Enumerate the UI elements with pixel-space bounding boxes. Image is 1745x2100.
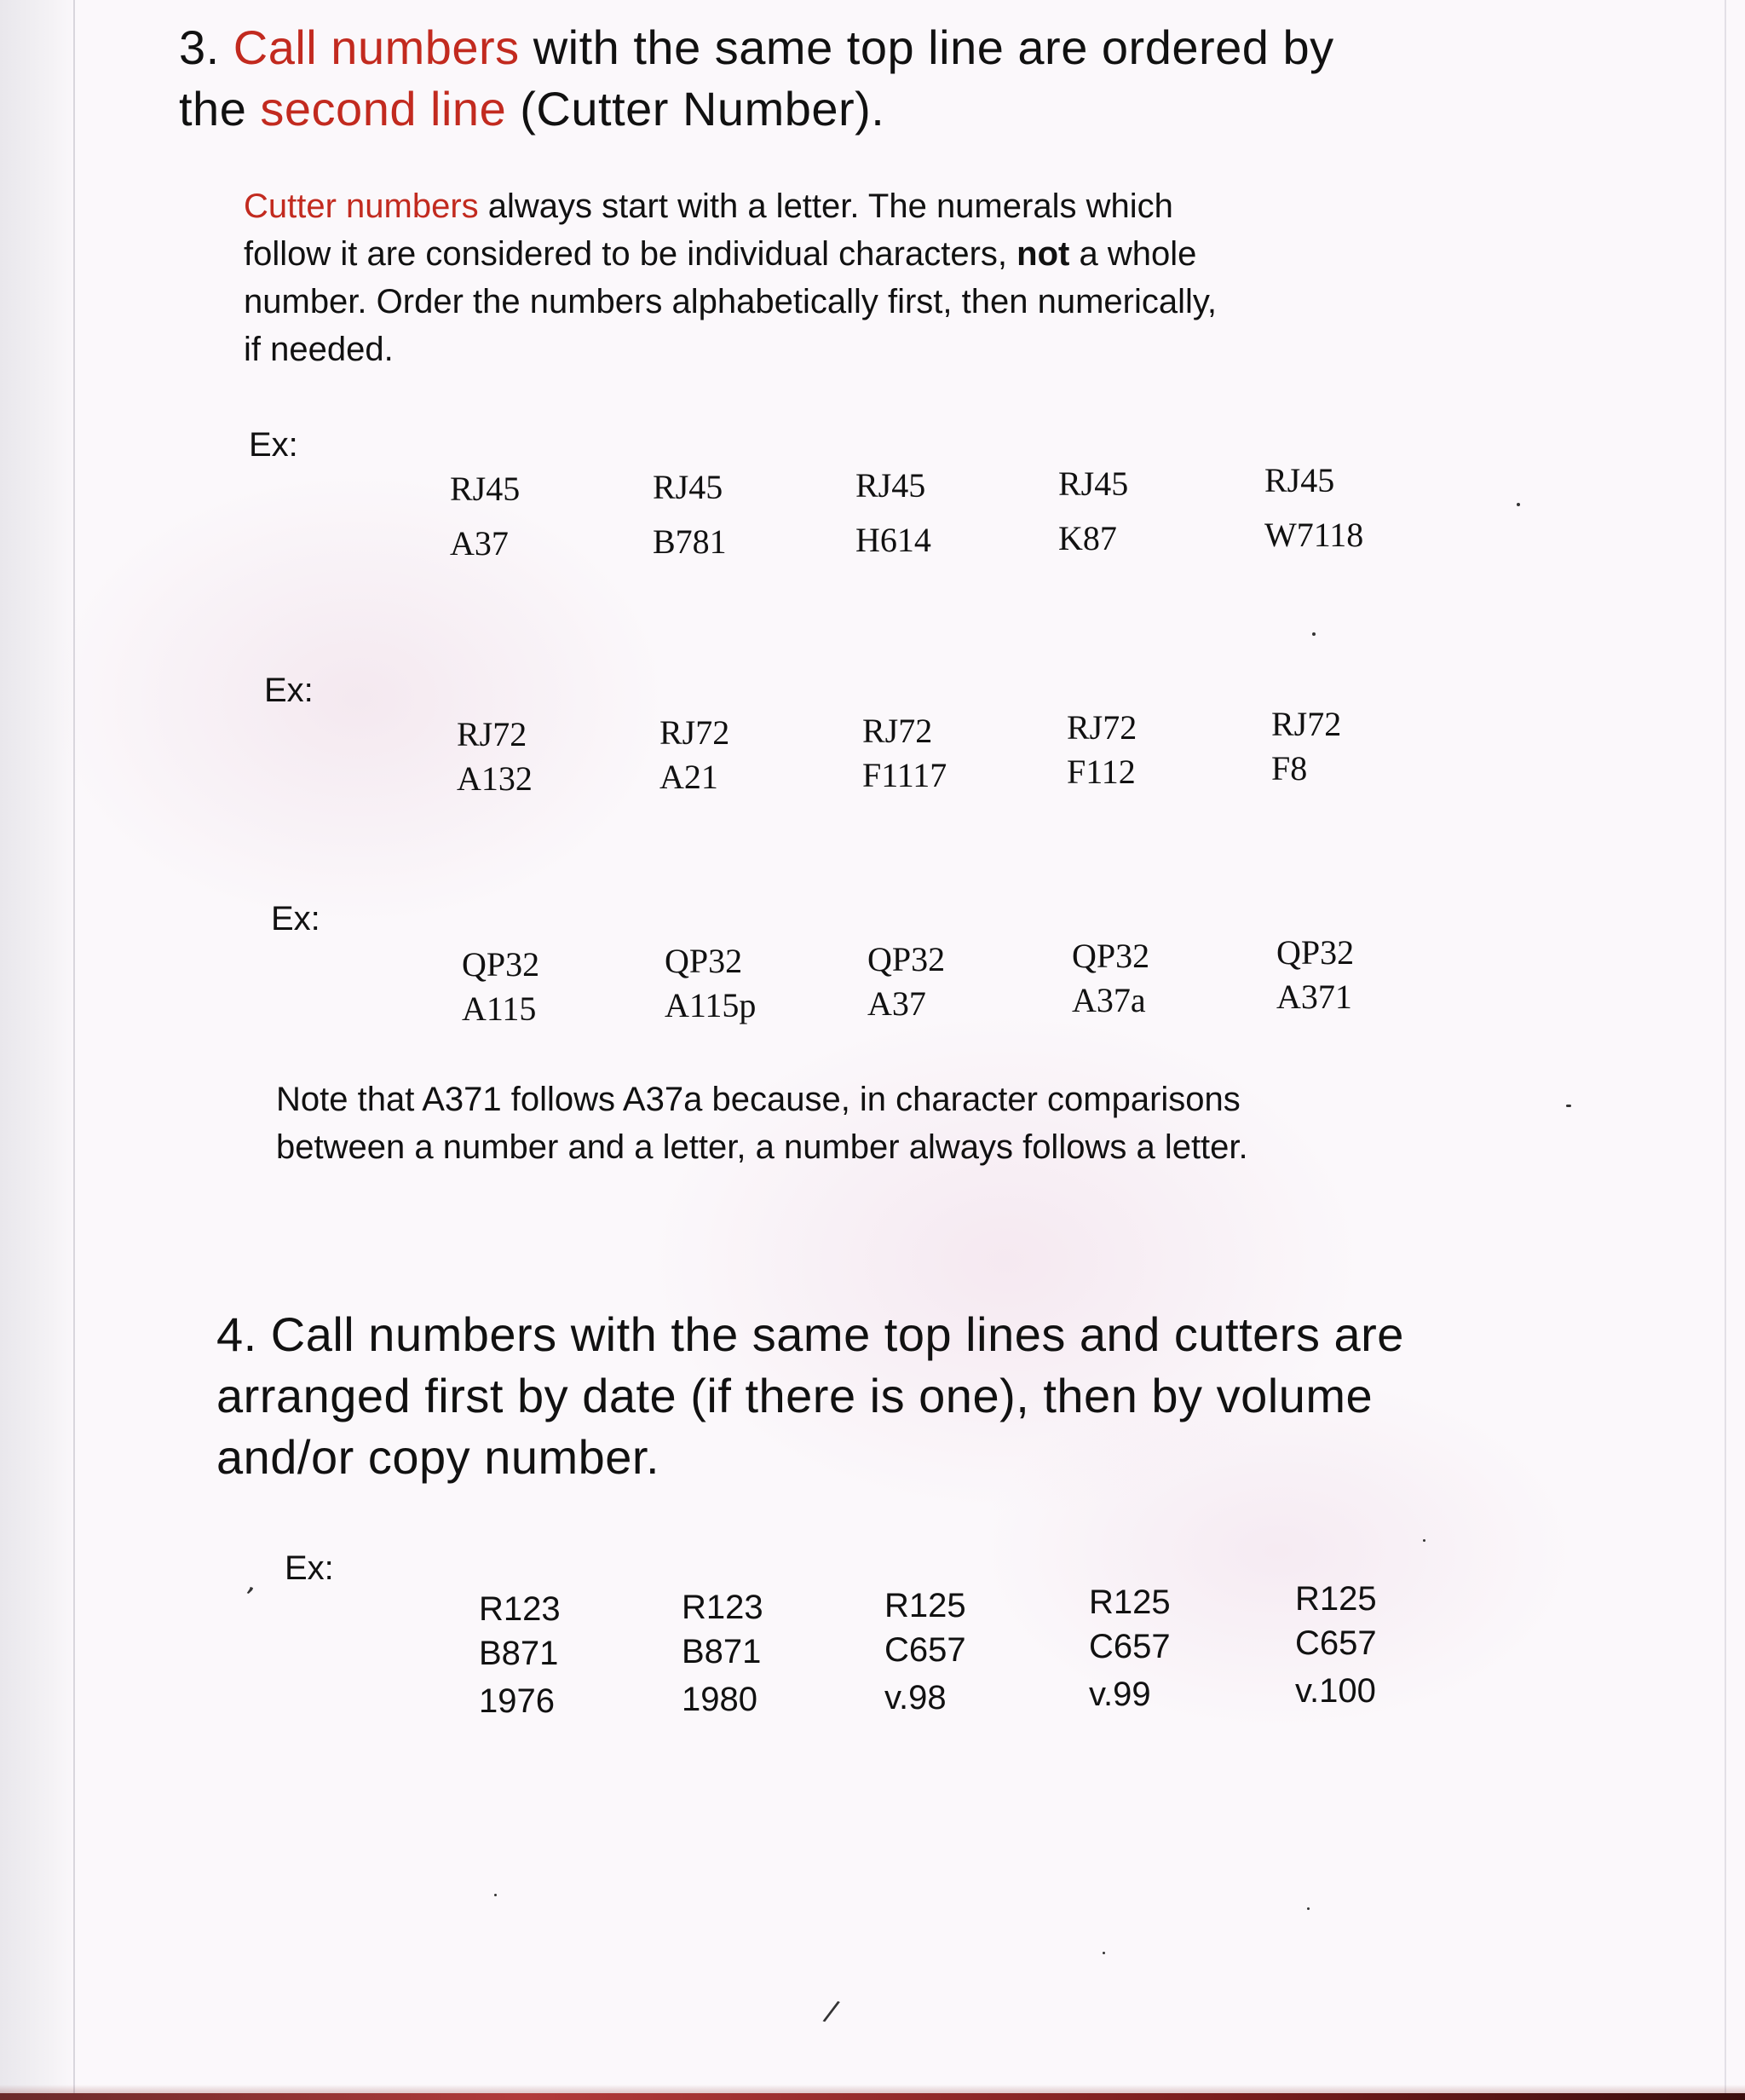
example-4-call-number-1 [479, 1587, 561, 1723]
section-3-heading-red-term: Call numbers [233, 20, 520, 74]
call-number-line-2: A37 [867, 984, 926, 1023]
example-2-call-number-5 [1271, 702, 1341, 791]
example-2-call-number-1 [457, 712, 533, 801]
section-4-number: 4. [216, 1307, 257, 1361]
note-line-1: Note that A371 follows A37a because, in character comparisons [276, 1081, 1241, 1118]
call-number-line-1: QP32 [1276, 933, 1355, 972]
example-4-call-number-2 [682, 1585, 763, 1722]
cutter-explanation-paragraph [244, 182, 1692, 373]
section-4-heading [216, 1304, 1699, 1488]
call-number-line-2: F112 [1067, 753, 1136, 791]
section-4-heading-line-1-text: Call numbers with the same top lines and cutters are [270, 1307, 1404, 1361]
bottom-edge-bar [0, 2093, 1745, 2100]
example-3-call-number-1 [462, 943, 539, 1031]
paragraph-line-2-a: follow it are considered to be individual characters, [244, 235, 1017, 273]
call-number-line-1: QP32 [867, 940, 946, 978]
call-number-line-1: R125 [884, 1587, 966, 1624]
call-number-line-2: H614 [855, 521, 931, 559]
section-3-heading [179, 17, 1696, 140]
section-3-heading-second-line: second line [260, 82, 507, 136]
paragraph-line-3: number. Order the numbers alphabetically first, then numerically, [244, 283, 1218, 320]
call-number-line-1: RJ45 [1058, 464, 1129, 503]
call-number-line-3: 1976 [479, 1682, 555, 1720]
section-4-heading-line-3: and/or copy number. [216, 1430, 660, 1484]
call-number-line-1: R125 [1295, 1580, 1377, 1618]
example-3-label: Ex: [271, 900, 320, 938]
example-2-call-number-2 [659, 711, 729, 799]
call-number-line-1: RJ45 [653, 468, 723, 506]
call-number-line-1: RJ45 [450, 470, 521, 508]
paragraph-line-4: if needed. [244, 331, 394, 368]
call-number-line-3: 1980 [682, 1681, 757, 1718]
call-number-line-3: v.100 [1295, 1672, 1376, 1710]
scan-speck [1103, 1952, 1105, 1954]
call-number-line-2: A115p [665, 986, 757, 1024]
call-number-line-1: RJ72 [1067, 708, 1137, 747]
call-number-line-2: B871 [682, 1633, 762, 1670]
call-number-line-2: C657 [1295, 1624, 1377, 1662]
section-3-heading-line-1 [179, 17, 1696, 78]
page-right-edge-line [1725, 0, 1726, 2100]
call-number-line-2: A132 [457, 759, 533, 798]
call-number-line-2: B781 [653, 522, 727, 561]
call-number-line-2: A115 [462, 989, 537, 1028]
call-number-line-2: A21 [659, 758, 718, 796]
example-3-call-number-5 [1276, 931, 1354, 1019]
example-1-label: Ex: [249, 426, 298, 464]
call-number-line-2: C657 [884, 1631, 966, 1669]
section-3-number: 3. [179, 20, 220, 74]
call-number-line-1: QP32 [1072, 937, 1150, 975]
example-2-label: Ex: [264, 672, 314, 709]
example-3-call-number-4 [1072, 934, 1149, 1023]
cutter-numbers-term: Cutter numbers [244, 188, 479, 225]
scan-speck [1566, 1105, 1571, 1107]
call-number-line-1: RJ72 [659, 713, 730, 752]
call-number-line-2: K87 [1058, 519, 1117, 557]
example-1-call-number-4 [1058, 462, 1128, 561]
call-number-line-2: A37 [450, 524, 509, 562]
call-number-line-2: A371 [1276, 978, 1352, 1016]
paragraph-line-2 [244, 230, 1692, 278]
page-left-binding-edge [0, 0, 77, 2100]
example-1-call-number-3 [855, 464, 931, 562]
call-number-line-1: RJ72 [1271, 705, 1342, 743]
note-line-2: between a number and a letter, a number always follows a letter. [276, 1128, 1248, 1166]
scan-speck [494, 1894, 497, 1896]
section-3-heading-line-1-rest: with the same top line are ordered by [519, 20, 1334, 74]
call-number-line-2: B871 [479, 1635, 559, 1672]
call-number-line-1: R123 [682, 1589, 763, 1626]
example-3-call-number-2 [665, 939, 756, 1028]
scan-speck [1423, 1539, 1425, 1542]
example-2-call-number-3 [862, 709, 947, 798]
example-4-call-number-5 [1295, 1577, 1377, 1713]
call-number-line-2: W7118 [1264, 516, 1364, 554]
example-4-call-number-4 [1089, 1580, 1171, 1716]
call-number-line-1: R125 [1089, 1584, 1171, 1621]
example-1-call-number-5 [1264, 459, 1363, 557]
call-number-line-2: F8 [1271, 749, 1308, 788]
paragraph-line-2-b: a whole [1069, 235, 1197, 273]
example-1-call-number-1 [450, 467, 520, 566]
call-number-line-2: C657 [1089, 1628, 1171, 1665]
section-4-heading-line-1 [216, 1304, 1699, 1365]
scan-speck [1307, 1907, 1310, 1910]
paragraph-line-1 [244, 182, 1692, 230]
call-number-line-1: RJ45 [855, 466, 926, 505]
scan-speck [1312, 632, 1316, 636]
call-number-line-1: QP32 [665, 942, 743, 980]
call-number-line-1: RJ45 [1264, 461, 1335, 499]
example-1-call-number-2 [653, 465, 727, 564]
call-number-line-1: RJ72 [457, 715, 527, 753]
call-number-line-3: v.98 [884, 1679, 947, 1716]
example-3-call-number-3 [867, 938, 945, 1026]
example-4-label: Ex: [285, 1549, 334, 1587]
call-number-line-1: RJ72 [862, 712, 933, 750]
call-number-line-2: F1117 [862, 756, 947, 794]
section-3-heading-line-2-prefix: the [179, 82, 261, 136]
bottom-shade [0, 2085, 1745, 2093]
page-left-edge-line [73, 0, 75, 2100]
paragraph-line-1-rest: always start with a letter. The numerals which [478, 188, 1173, 225]
call-number-line-3: v.99 [1089, 1676, 1151, 1713]
note-paragraph [276, 1076, 1639, 1171]
stray-mark: , [243, 1564, 264, 1600]
example-2-call-number-4 [1067, 706, 1137, 794]
example-4-call-number-3 [884, 1584, 966, 1720]
call-number-line-1: R123 [479, 1590, 561, 1628]
section-3-heading-line-2-rest: (Cutter Number). [506, 82, 885, 136]
not-emphasis: not [1016, 235, 1070, 273]
scan-speck [1517, 503, 1520, 506]
call-number-line-1: QP32 [462, 945, 540, 984]
stray-mark: / [821, 1993, 842, 2029]
section-4-heading-line-2: arranged first by date (if there is one), then by volume [216, 1369, 1374, 1422]
section-3-heading-line-2 [179, 78, 1696, 140]
call-number-line-2: A37a [1072, 981, 1146, 1019]
